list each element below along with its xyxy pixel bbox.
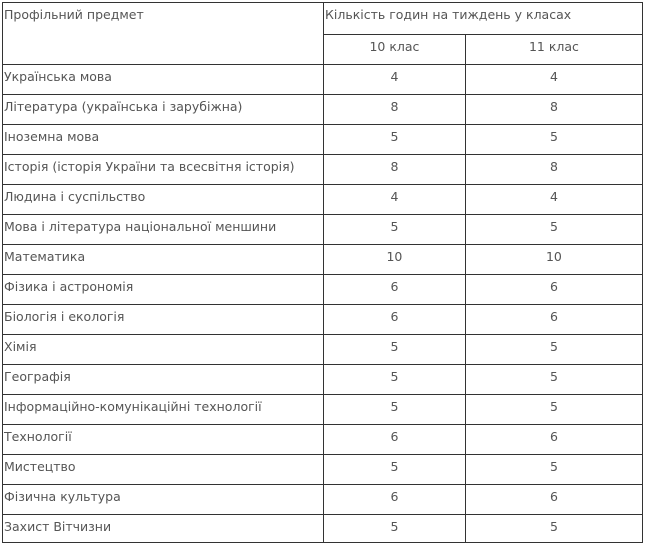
cell-grade-11-hours: 5 [465,455,642,485]
cell-subject: Історія (історія України та всесвітня історія) [3,155,324,185]
table-row [3,455,643,485]
cell-subject: Інформаційно-комунікаційні технології [3,395,324,425]
cell-grade-11-hours: 6 [465,425,642,455]
cell-grade-10-hours: 5 [323,395,465,425]
table-row [3,215,643,245]
table-row [3,365,643,395]
cell-subject: Мова і література національної меншини [3,215,324,245]
cell-subject: Біологія і екологія [3,305,324,335]
cell-subject: Фізична культура [3,485,324,515]
cell-subject: Людина і суспільство [3,185,324,215]
table-body [3,65,643,543]
cell-subject: Географія [3,365,324,395]
table-row [3,425,643,455]
cell-grade-11-hours: 6 [465,305,642,335]
cell-grade-10-hours: 8 [323,95,465,125]
cell-subject: Мистецтво [3,455,324,485]
cell-grade-10-hours: 5 [323,335,465,365]
table-row [3,185,643,215]
cell-grade-11-hours: 4 [465,185,642,215]
table-row [3,485,643,515]
table-row [3,395,643,425]
table-row [3,335,643,365]
table-header [3,3,643,65]
cell-grade-11-hours: 5 [465,365,642,395]
cell-grade-11-hours: 5 [465,515,642,543]
header-hours-per-week: Кількість годин на тиждень у класах [323,3,642,35]
cell-grade-11-hours: 6 [465,485,642,515]
cell-grade-10-hours: 4 [323,65,465,95]
cell-grade-11-hours: 6 [465,275,642,305]
header-grade-11: 11 клас [465,34,642,65]
cell-subject: Математика [3,245,324,275]
cell-grade-10-hours: 5 [323,455,465,485]
header-subject: Профільний предмет [3,3,324,65]
cell-subject: Фізика і астрономія [3,275,324,305]
cell-grade-10-hours: 10 [323,245,465,275]
cell-grade-10-hours: 4 [323,185,465,215]
cell-grade-10-hours: 6 [323,485,465,515]
table-row [3,245,643,275]
cell-grade-11-hours: 5 [465,335,642,365]
cell-grade-10-hours: 5 [323,215,465,245]
cell-grade-11-hours: 5 [465,125,642,155]
table-row [3,275,643,305]
cell-grade-11-hours: 10 [465,245,642,275]
cell-subject: Технології [3,425,324,455]
cell-grade-10-hours: 6 [323,425,465,455]
table-row [3,65,643,95]
hours-table [2,2,643,543]
cell-subject: Хімія [3,335,324,365]
cell-grade-10-hours: 5 [323,515,465,543]
cell-grade-11-hours: 8 [465,155,642,185]
table-row [3,125,643,155]
table-row [3,515,643,543]
cell-grade-11-hours: 8 [465,95,642,125]
cell-grade-10-hours: 5 [323,365,465,395]
cell-grade-11-hours: 5 [465,395,642,425]
cell-grade-10-hours: 5 [323,125,465,155]
cell-grade-11-hours: 4 [465,65,642,95]
cell-subject: Українська мова [3,65,324,95]
cell-subject: Іноземна мова [3,125,324,155]
cell-grade-10-hours: 8 [323,155,465,185]
table-row [3,305,643,335]
cell-grade-11-hours: 5 [465,215,642,245]
table-row [3,155,643,185]
header-grade-10: 10 клас [323,34,465,65]
cell-grade-10-hours: 6 [323,305,465,335]
cell-subject: Захист Вітчизни [3,515,324,543]
cell-subject: Література (українська і зарубіжна) [3,95,324,125]
cell-grade-10-hours: 6 [323,275,465,305]
table-row [3,95,643,125]
